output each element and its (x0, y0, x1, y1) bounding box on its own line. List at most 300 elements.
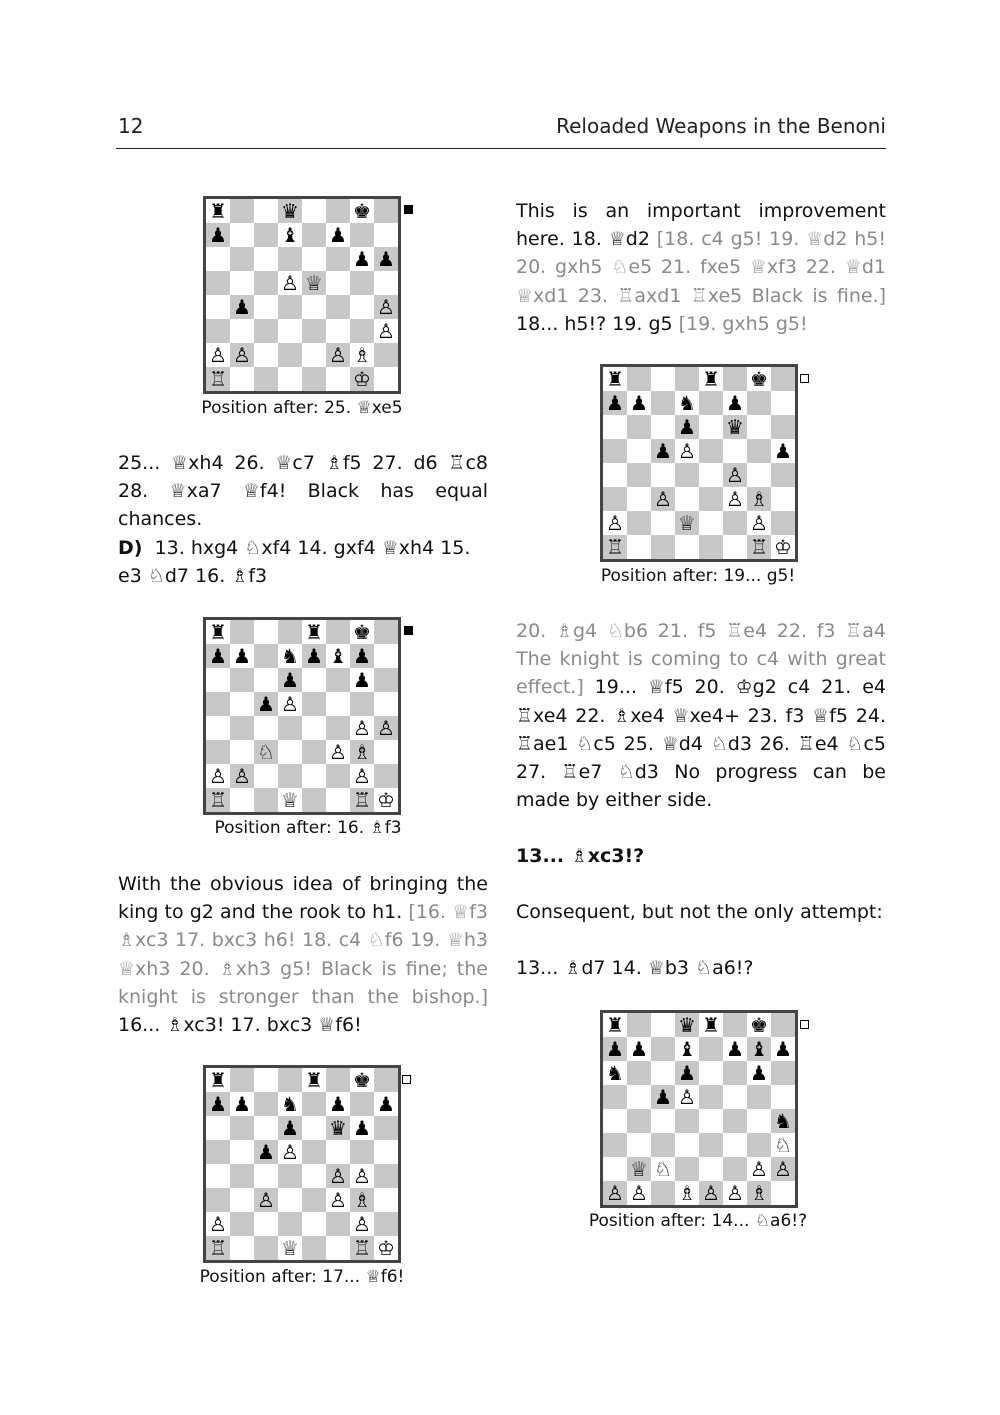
board-square (302, 1212, 326, 1236)
white-pawn-icon: ♙ (726, 487, 744, 511)
board-square (699, 463, 723, 487)
board-square (230, 1068, 254, 1092)
annotation-paragraph: With the obvious idea of bringing the king to g2 and the rook to h1. [16. ♕f3 ♗xc3 17. bxc3 h6! 18. c4 ♘f6 19. ♕h3 ♕xh3 20. ♗xh3 g5! Black is fine; the knight is stronger than the bishop.] 16... ♗xc3! 17. bxc3 ♕f6! (118, 873, 488, 1037)
sideline-text: [19. gxh5 g5! (678, 312, 808, 335)
board-square (603, 415, 627, 439)
board-square (254, 716, 278, 740)
board-square (603, 439, 627, 463)
board-square (627, 1109, 651, 1133)
board-square (302, 1236, 326, 1260)
board-square (374, 1140, 398, 1164)
black-pawn-icon: ♟ (606, 1037, 624, 1061)
white-pawn-icon: ♙ (726, 463, 744, 487)
annotation-paragraph: This is an important improvement here. 18. ♕d2 [18. c4 g5! 19. ♕d2 h5! 20. gxh5 ♘e5 21. fxe5 ♕xf3 22. ♕d1 ♕xd1 23. ♖axd1 ♖xe5 Black is fine.] 18... h5!? 19. g5 [19. gxh5 g5! (516, 200, 886, 335)
board-square (723, 1133, 747, 1157)
board-square (278, 620, 302, 644)
board-square (374, 1068, 398, 1092)
board-square (326, 692, 350, 716)
board-square (374, 764, 398, 788)
side-to-move-marker (402, 1075, 411, 1084)
board-square (230, 692, 254, 716)
page-header (116, 112, 886, 149)
board-square (699, 1061, 723, 1085)
board-square (302, 319, 326, 343)
board-square (230, 740, 254, 764)
white-queen-icon: ♕ (305, 271, 323, 295)
white-pawn-icon: ♙ (726, 1181, 744, 1205)
board-square (747, 463, 771, 487)
black-rook-icon: ♜ (209, 620, 227, 644)
board-square (627, 463, 651, 487)
board-square (230, 223, 254, 247)
board-square (206, 740, 230, 764)
board-square (326, 1236, 350, 1260)
board-square (723, 535, 747, 559)
white-pawn-icon: ♙ (750, 511, 768, 535)
black-pawn-icon: ♟ (377, 247, 395, 271)
board-square (651, 1109, 675, 1133)
black-queen-icon: ♛ (329, 1116, 347, 1140)
board-square (206, 668, 230, 692)
black-king-icon: ♚ (353, 199, 371, 223)
white-pawn-icon: ♙ (209, 343, 227, 367)
board-square (206, 1164, 230, 1188)
board-square (254, 788, 278, 812)
board-square (350, 319, 374, 343)
board-square (699, 439, 723, 463)
board-square (278, 1068, 302, 1092)
board-square (302, 788, 326, 812)
white-pawn-icon: ♙ (353, 716, 371, 740)
board-square (747, 439, 771, 463)
white-bishop-icon: ♗ (353, 1188, 371, 1212)
white-pawn-icon: ♙ (654, 487, 672, 511)
black-pawn-icon: ♟ (305, 644, 323, 668)
board-square (278, 343, 302, 367)
board-square (374, 199, 398, 223)
board-square (374, 740, 398, 764)
board-square (302, 367, 326, 391)
board-square (206, 1140, 230, 1164)
board-square (302, 764, 326, 788)
board-square (302, 247, 326, 271)
board-square (771, 1013, 795, 1037)
board-square (230, 788, 254, 812)
white-queen-icon: ♕ (678, 511, 696, 535)
board-square (603, 1109, 627, 1133)
board-square (651, 1061, 675, 1085)
black-pawn-icon: ♟ (209, 1092, 227, 1116)
board-square (326, 668, 350, 692)
board-square (326, 1140, 350, 1164)
white-pawn-icon: ♙ (678, 439, 696, 463)
board-square (254, 1116, 278, 1140)
black-knight-icon: ♞ (281, 1092, 299, 1116)
board-square (771, 1061, 795, 1085)
black-pawn-icon: ♟ (209, 644, 227, 668)
black-pawn-icon: ♟ (353, 1116, 371, 1140)
black-king-icon: ♚ (353, 1068, 371, 1092)
board-square (326, 367, 350, 391)
board-square (699, 487, 723, 511)
white-pawn-icon: ♙ (630, 1181, 648, 1205)
left-text-block-3 (118, 870, 488, 1039)
white-pawn-icon: ♙ (606, 1181, 624, 1205)
board-square (302, 1140, 326, 1164)
board-square (771, 415, 795, 439)
black-pawn-icon: ♟ (630, 391, 648, 415)
black-pawn-icon: ♟ (726, 391, 744, 415)
board-square (230, 199, 254, 223)
board-square (206, 1116, 230, 1140)
black-king-icon: ♚ (750, 1013, 768, 1037)
white-bishop-icon: ♗ (750, 1181, 768, 1205)
board-square (254, 644, 278, 668)
board-square (278, 247, 302, 271)
white-knight-icon: ♘ (257, 740, 275, 764)
board-square (230, 620, 254, 644)
chess-diagram-3 (203, 1065, 401, 1263)
board-square (302, 716, 326, 740)
board-square (230, 1212, 254, 1236)
white-pawn-icon: ♙ (233, 343, 251, 367)
black-rook-icon: ♜ (702, 367, 720, 391)
black-rook-icon: ♜ (305, 1068, 323, 1092)
black-pawn-icon: ♟ (281, 1116, 299, 1140)
board-square (374, 1188, 398, 1212)
board-square (302, 740, 326, 764)
white-pawn-icon: ♙ (329, 1188, 347, 1212)
board-square (771, 511, 795, 535)
board-square (206, 319, 230, 343)
side-to-move-marker (404, 205, 413, 214)
white-rook-icon: ♖ (209, 788, 227, 812)
board-square (230, 1236, 254, 1260)
board-square (326, 788, 350, 812)
board-square (627, 1085, 651, 1109)
board-square (747, 391, 771, 415)
variation-paragraph (118, 534, 488, 590)
white-pawn-icon: ♙ (678, 1085, 696, 1109)
board-square (603, 1157, 627, 1181)
board-square (254, 295, 278, 319)
white-pawn-icon: ♙ (774, 1157, 792, 1181)
black-pawn-icon: ♟ (281, 668, 299, 692)
board-square (206, 716, 230, 740)
white-pawn-icon: ♙ (329, 1164, 347, 1188)
chess-diagram-2 (203, 617, 401, 815)
white-pawn-icon: ♙ (281, 271, 299, 295)
black-pawn-icon: ♟ (257, 692, 275, 716)
board-square (651, 1037, 675, 1061)
board-square (302, 668, 326, 692)
board-square (254, 247, 278, 271)
board-square (206, 692, 230, 716)
board-square (374, 1164, 398, 1188)
board-square (747, 1085, 771, 1109)
board-square (374, 223, 398, 247)
board-square (603, 1085, 627, 1109)
board-square (374, 367, 398, 391)
board-square (254, 1236, 278, 1260)
black-knight-icon: ♞ (774, 1109, 792, 1133)
black-pawn-icon: ♟ (233, 644, 251, 668)
board-square (326, 247, 350, 271)
board-square (675, 487, 699, 511)
board-square (699, 1133, 723, 1157)
board-square (326, 716, 350, 740)
board-square (651, 463, 675, 487)
black-bishop-icon: ♝ (750, 1037, 768, 1061)
board-square (278, 367, 302, 391)
board-square (278, 764, 302, 788)
diagram-caption: Position after: 25. ♕xe5 (201, 398, 403, 418)
white-pawn-icon: ♙ (353, 1212, 371, 1236)
board-square (699, 1085, 723, 1109)
board-square (723, 367, 747, 391)
white-pawn-icon: ♙ (281, 1140, 299, 1164)
board-square (302, 1164, 326, 1188)
board-square (627, 1133, 651, 1157)
board-square (699, 391, 723, 415)
board-square (723, 439, 747, 463)
board-square (230, 247, 254, 271)
board-square (603, 487, 627, 511)
board-square (278, 295, 302, 319)
white-pawn-icon: ♙ (209, 764, 227, 788)
board-square (254, 1092, 278, 1116)
board-square (699, 535, 723, 559)
board-square (230, 367, 254, 391)
black-pawn-icon: ♟ (630, 1037, 648, 1061)
board-square (230, 1188, 254, 1212)
board-square (374, 1212, 398, 1236)
black-pawn-icon: ♟ (353, 668, 371, 692)
board-square (302, 199, 326, 223)
board-square (278, 1212, 302, 1236)
board-square (374, 343, 398, 367)
white-pawn-icon: ♙ (257, 1188, 275, 1212)
black-rook-icon: ♜ (606, 367, 624, 391)
black-rook-icon: ♜ (209, 1068, 227, 1092)
white-pawn-icon: ♙ (353, 764, 371, 788)
black-knight-icon: ♞ (281, 644, 299, 668)
board-square (374, 644, 398, 668)
white-king-icon: ♔ (353, 367, 371, 391)
board-square (627, 487, 651, 511)
black-rook-icon: ♜ (702, 1013, 720, 1037)
white-rook-icon: ♖ (209, 367, 227, 391)
board-square (651, 535, 675, 559)
board-square (651, 1013, 675, 1037)
board-square (254, 223, 278, 247)
black-pawn-icon: ♟ (654, 439, 672, 463)
board-square (675, 463, 699, 487)
board-square (771, 391, 795, 415)
board-square (699, 1157, 723, 1181)
board-square (723, 1013, 747, 1037)
board-square (771, 463, 795, 487)
board-square (675, 1157, 699, 1181)
board-square (230, 1116, 254, 1140)
black-pawn-icon: ♟ (257, 1140, 275, 1164)
board-square (374, 668, 398, 692)
black-pawn-icon: ♟ (329, 1092, 347, 1116)
board-square (254, 271, 278, 295)
board-square (651, 511, 675, 535)
black-king-icon: ♚ (750, 367, 768, 391)
black-pawn-icon: ♟ (233, 295, 251, 319)
diagram-caption: Position after: 14... ♘a6!? (588, 1211, 808, 1231)
board-square (627, 1061, 651, 1085)
chess-diagram-5 (600, 1010, 798, 1208)
board-square (603, 463, 627, 487)
board-square (254, 668, 278, 692)
annotation-paragraph: 25... ♕xh4 26. ♕c7 ♗f5 27. d6 ♖c8 28. ♕xa7 ♕f4! Black has equal chances. (118, 452, 488, 531)
board-square (254, 620, 278, 644)
board-square (278, 319, 302, 343)
board-square (350, 295, 374, 319)
board-square (302, 1092, 326, 1116)
board-square (699, 511, 723, 535)
board-square (230, 319, 254, 343)
chess-diagram-4 (600, 364, 798, 562)
white-king-icon: ♔ (377, 1236, 395, 1260)
white-pawn-icon: ♙ (377, 716, 395, 740)
board-square (326, 295, 350, 319)
side-to-move-marker (800, 374, 809, 383)
board-square (350, 223, 374, 247)
left-text-block-1 (118, 449, 488, 534)
board-square (302, 343, 326, 367)
black-knight-icon: ♞ (678, 391, 696, 415)
white-rook-icon: ♖ (209, 1236, 227, 1260)
board-square (699, 415, 723, 439)
black-pawn-icon: ♟ (377, 1092, 395, 1116)
board-square (254, 367, 278, 391)
diagram-caption: Position after: 19... g5! (600, 566, 796, 586)
board-square (374, 620, 398, 644)
board-square (350, 1140, 374, 1164)
board-square (374, 1116, 398, 1140)
board-square (302, 1116, 326, 1140)
board-square (254, 199, 278, 223)
running-title: Reloaded Weapons in the Benoni (556, 114, 886, 138)
white-bishop-icon: ♗ (353, 343, 371, 367)
board-square (326, 199, 350, 223)
board-square (747, 415, 771, 439)
board-square (350, 1092, 374, 1116)
board-square (723, 1109, 747, 1133)
board-square (723, 511, 747, 535)
black-bishop-icon: ♝ (678, 1037, 696, 1061)
board-square (651, 367, 675, 391)
board-square (302, 692, 326, 716)
white-pawn-icon: ♙ (377, 295, 395, 319)
right-text-block-4 (516, 898, 886, 926)
board-square (747, 1133, 771, 1157)
variation-moves: 13... ♗d7 14. ♕b3 ♘a6!? (516, 957, 754, 979)
board-square (326, 319, 350, 343)
black-pawn-icon: ♟ (233, 1092, 251, 1116)
black-pawn-icon: ♟ (654, 1085, 672, 1109)
white-pawn-icon: ♙ (233, 764, 251, 788)
black-pawn-icon: ♟ (329, 223, 347, 247)
black-pawn-icon: ♟ (353, 644, 371, 668)
board-square (723, 1061, 747, 1085)
black-queen-icon: ♛ (281, 199, 299, 223)
board-square (302, 1188, 326, 1212)
board-square (230, 668, 254, 692)
white-pawn-icon: ♙ (281, 692, 299, 716)
left-text-block-2 (118, 534, 488, 590)
board-square (627, 535, 651, 559)
board-square (254, 1164, 278, 1188)
white-queen-icon: ♕ (630, 1157, 648, 1181)
board-square (771, 487, 795, 511)
black-bishop-icon: ♝ (329, 644, 347, 668)
black-pawn-icon: ♟ (774, 439, 792, 463)
board-square (374, 692, 398, 716)
board-square (302, 223, 326, 247)
board-square (302, 295, 326, 319)
board-square (254, 343, 278, 367)
board-square (254, 764, 278, 788)
black-pawn-icon: ♟ (209, 223, 227, 247)
black-pawn-icon: ♟ (750, 1061, 768, 1085)
board-square (206, 1188, 230, 1212)
board-square (627, 439, 651, 463)
white-pawn-icon: ♙ (329, 343, 347, 367)
black-pawn-icon: ♟ (678, 1061, 696, 1085)
board-square (627, 511, 651, 535)
board-square (651, 1133, 675, 1157)
board-square (651, 1181, 675, 1205)
board-square (374, 271, 398, 295)
variation-label: D) (118, 537, 143, 559)
white-rook-icon: ♖ (750, 535, 768, 559)
board-square (699, 1109, 723, 1133)
black-rook-icon: ♜ (305, 620, 323, 644)
board-square (771, 367, 795, 391)
white-rook-icon: ♖ (353, 1236, 371, 1260)
board-square (350, 271, 374, 295)
board-square (675, 1109, 699, 1133)
white-rook-icon: ♖ (353, 788, 371, 812)
black-knight-icon: ♞ (606, 1061, 624, 1085)
board-square (206, 295, 230, 319)
black-queen-icon: ♛ (726, 415, 744, 439)
diagram-caption: Position after: 17... ♕f6! (199, 1267, 405, 1287)
board-square (326, 620, 350, 644)
board-square (627, 367, 651, 391)
board-square (723, 1157, 747, 1181)
white-pawn-icon: ♙ (702, 1181, 720, 1205)
board-square (771, 1085, 795, 1109)
board-square (278, 1164, 302, 1188)
board-square (230, 1164, 254, 1188)
sideline-text: [18. c4 g5! 19. ♕d2 h5! 20. gxh5 ♘e5 21. fxe5 ♕xf3 22. ♕d1 ♕xd1 23. ♖axd1 ♖xe5 Black is fine.] (516, 228, 886, 307)
right-text-block-2 (516, 617, 886, 814)
white-queen-icon: ♕ (281, 1236, 299, 1260)
chess-diagram-1 (203, 196, 401, 394)
board-square (230, 1140, 254, 1164)
board-square (675, 535, 699, 559)
board-square (326, 1212, 350, 1236)
board-square (206, 271, 230, 295)
black-king-icon: ♚ (353, 620, 371, 644)
black-bishop-icon: ♝ (281, 223, 299, 247)
